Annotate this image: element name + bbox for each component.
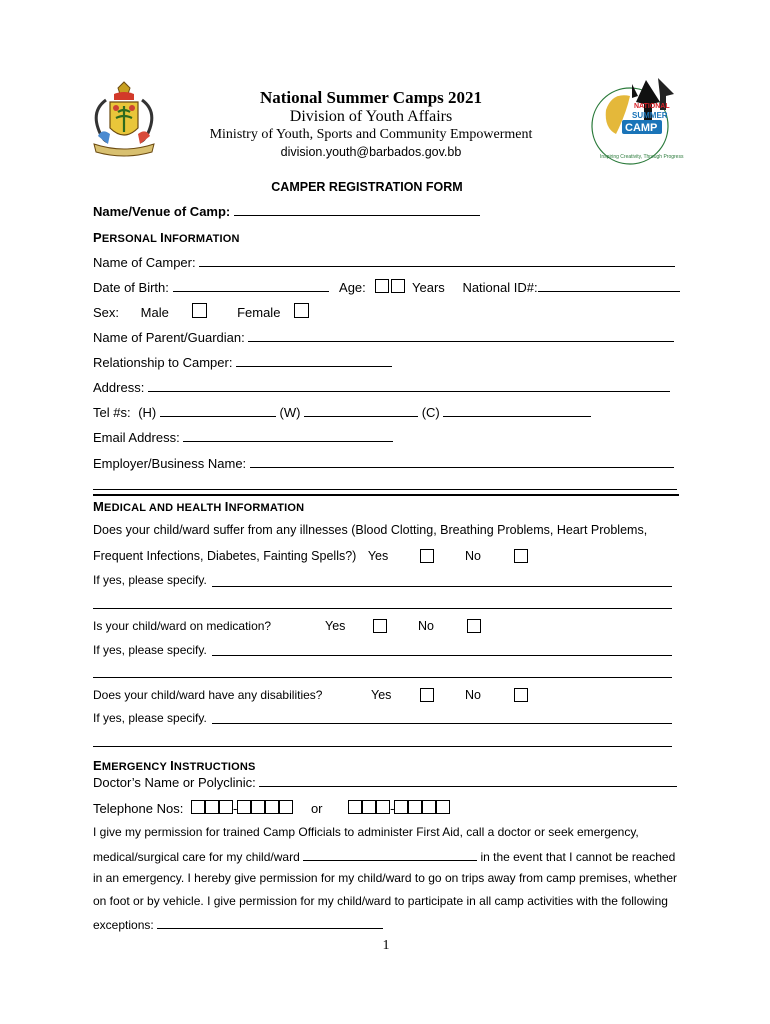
email-row (93, 429, 393, 445)
exceptions-field[interactable] (157, 916, 383, 929)
consent-line-5 (93, 916, 383, 932)
parent-row (93, 329, 674, 345)
medication-question: Is your child/ward on medication? (93, 619, 272, 633)
years-label: Years (412, 280, 445, 295)
venue-row (93, 203, 480, 219)
phone2-digit-1[interactable] (348, 800, 362, 814)
doctor-row (93, 774, 677, 790)
consent-line-2a: medical/surgical care for my child/ward (93, 850, 300, 864)
telephone-label: Telephone Nos: (93, 801, 184, 816)
medical-info-heading: MEDICAL AND HEALTH INFORMATION (93, 499, 305, 514)
dob-row (93, 279, 680, 295)
personal-info-heading: PERSONAL INFORMATION (93, 230, 240, 245)
logo-ring-text: Inspiring Creativity, Through Progress (600, 154, 684, 160)
national-id-label: National ID#: (462, 280, 538, 295)
dob-label: Date of Birth: (93, 280, 169, 295)
phone1-digit-6[interactable] (265, 800, 279, 814)
medication-no-label: No (418, 619, 434, 633)
logo-text-national: NATIONAL (634, 103, 670, 110)
phone1-digit-4[interactable] (237, 800, 251, 814)
age-label: Age: (339, 280, 366, 295)
sex-label: Sex: (93, 305, 120, 320)
consent-line-1: I give my permission for trained Camp Officials to administer First Aid, call a doctor or seek emergency, (93, 825, 639, 839)
email-field[interactable] (183, 429, 393, 442)
logo-text-camp: CAMP (625, 122, 658, 134)
child-name-field[interactable] (303, 848, 477, 861)
division-name: Division of Youth Affairs (289, 108, 453, 125)
male-label: Male (140, 305, 169, 320)
medication-specify-field-2[interactable] (93, 677, 672, 678)
phone2-digit-7[interactable] (436, 800, 450, 814)
camper-name-row (93, 254, 675, 270)
phone1-digit-5[interactable] (251, 800, 265, 814)
address-row (93, 379, 670, 395)
illness-no-label: No (465, 549, 481, 563)
disability-yes-checkbox[interactable] (420, 688, 434, 702)
sex-row (93, 303, 309, 320)
parent-label: Name of Parent/Guardian: (93, 330, 245, 345)
medication-specify-field[interactable] (212, 655, 672, 656)
illness-specify-field-2[interactable] (93, 608, 672, 609)
phone2-digit-3[interactable] (376, 800, 390, 814)
consent-line-3: in an emergency. I hereby give permission for my child/ward to go on trips away from camp premises, whether (93, 871, 678, 885)
or-label: or (310, 801, 323, 816)
form-title: CAMPER REGISTRATION FORM (271, 180, 463, 194)
female-label: Female (237, 305, 281, 320)
tel-cell-label: (C) (421, 405, 440, 420)
disability-specify-field[interactable] (212, 723, 672, 724)
disability-question: Does your child/ward have any disabilities? (93, 688, 323, 702)
tel-cell-field[interactable] (443, 404, 591, 417)
consent-line-4: on foot or by vehicle. I give permission for my child/ward to participate in all camp activities with the following (93, 894, 668, 908)
disability-yes-label: Yes (371, 688, 392, 702)
address-label: Address: (93, 380, 145, 395)
tel-home-label: (H) (138, 405, 157, 420)
tel-row (93, 404, 591, 420)
medication-no-checkbox[interactable] (467, 619, 481, 633)
illness-specify-label: If yes, please specify. (93, 573, 207, 587)
relationship-field[interactable] (236, 354, 392, 367)
phone1-digit-2[interactable] (205, 800, 219, 814)
relationship-row (93, 354, 392, 370)
national-id-field[interactable] (538, 279, 680, 292)
address-field[interactable] (148, 379, 670, 392)
contact-email: division.youth@barbados.gov.bb (280, 145, 462, 159)
ministry-name: Ministry of Youth, Sports and Community Empowerment (209, 127, 533, 142)
logo-text-summer: SUMMER (632, 111, 668, 120)
phone2-digit-5[interactable] (408, 800, 422, 814)
section-divider (93, 494, 679, 496)
phone1-digit-7[interactable] (279, 800, 293, 814)
tel-home-field[interactable] (160, 404, 276, 417)
emergency-heading: EMERGENCY INSTRUCTIONS (93, 758, 256, 773)
illness-question-line2: Frequent Infections, Diabetes, Fainting Spells?) (93, 549, 357, 563)
medication-specify-label: If yes, please specify. (93, 643, 207, 657)
disability-specify-label: If yes, please specify. (93, 711, 207, 725)
illness-question-row (93, 549, 388, 563)
doctor-field[interactable] (259, 774, 677, 787)
parent-field[interactable] (248, 329, 674, 342)
disability-specify-field-2[interactable] (93, 746, 672, 747)
employer-row (93, 455, 674, 471)
female-checkbox[interactable] (294, 303, 309, 318)
employer-label: Employer/Business Name: (93, 456, 247, 471)
relationship-label: Relationship to Camper: (93, 355, 233, 370)
consent-line-2b: in the event that I cannot be reached (480, 850, 676, 864)
page-title: National Summer Camps 2021 (259, 88, 483, 107)
venue-label: Name/Venue of Camp: (93, 204, 231, 219)
phone2-digit-4[interactable] (394, 800, 408, 814)
illness-question-line1: Does your child/ward suffer from any illnesses (Blood Clotting, Breathing Problems, Heart Problems, (93, 523, 648, 537)
venue-field[interactable] (234, 203, 480, 216)
phone2-digit-2[interactable] (362, 800, 376, 814)
illness-yes-label: Yes (367, 549, 389, 563)
camper-name-label: Name of Camper: (93, 255, 196, 270)
illness-yes-checkbox[interactable] (420, 549, 434, 563)
employer-field[interactable] (250, 455, 674, 468)
male-checkbox[interactable] (192, 303, 207, 318)
medication-yes-checkbox[interactable] (373, 619, 387, 633)
dob-field[interactable] (173, 279, 329, 292)
page-number: 1 (382, 938, 390, 953)
phone1-digit-3[interactable] (219, 800, 233, 814)
disability-no-label: No (465, 688, 481, 702)
consent-line-2 (93, 848, 675, 864)
exceptions-label: exceptions: (93, 918, 154, 932)
employer-continuation-line[interactable] (93, 489, 677, 490)
medication-yes-label: Yes (325, 619, 346, 633)
email-label: Email Address: (93, 430, 180, 445)
telephone-row: Telephone Nos: - or - (93, 800, 450, 816)
age-digit-2[interactable] (391, 279, 405, 293)
tel-work-label: (W) (279, 405, 301, 420)
doctor-label: Doctor’s Name or Polyclinic: (93, 775, 256, 790)
camper-name-field[interactable] (199, 254, 675, 267)
age-digit-1[interactable] (375, 279, 389, 293)
phone1-digit-1[interactable] (191, 800, 205, 814)
disability-no-checkbox[interactable] (514, 688, 528, 702)
illness-specify-field[interactable] (212, 586, 672, 587)
tel-label: Tel #s: (93, 405, 131, 420)
illness-no-checkbox[interactable] (514, 549, 528, 563)
phone2-digit-6[interactable] (422, 800, 436, 814)
tel-work-field[interactable] (304, 404, 418, 417)
